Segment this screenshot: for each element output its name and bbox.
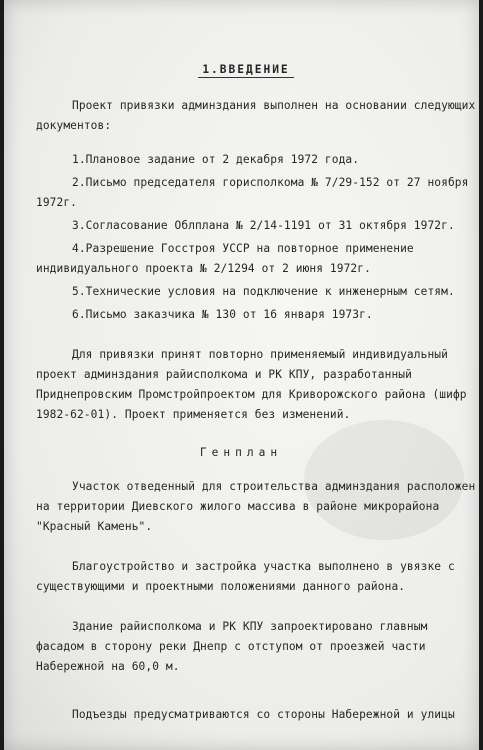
document-sheet [4, 0, 479, 750]
heading-text: 1.ВВЕДЕНИЕ [198, 63, 293, 78]
list-item: 3.Согласование Облплана № 2/14-1191 от 31 октября 1972г. [72, 219, 455, 232]
genplan-paragraph: Здание райисполкома и РК КПУ запроектировано главным фасадом в сторону реки Днепр с отступом от проезжей части Набережной на 60,0 м. [36, 620, 428, 673]
list-item: 2.Письмо председателя горисполкома № 7/29-152 от 27 ноября 1972г. [36, 176, 469, 209]
genplan-paragraph: Благоустройство и застройка участка выполнено в увязке с существующими и проектными положениями данного района. [36, 560, 455, 593]
list-item: 1.Плановое задание от 2 декабря 1972 года. [72, 153, 360, 166]
document-page [36, 60, 476, 725]
document-heading [36, 60, 476, 80]
list-item: 4.Разрешение Госстроя УССР на повторное применение индивидуального проекта № 2/1294 от 2 июня 1972г. [36, 242, 414, 275]
genplan-paragraph: Участок отведенный для строительства админздания расположен на территории Диевского жилого массива в районе микрорайона "Красный Камень". [36, 480, 476, 533]
document-list [36, 150, 476, 325]
genplan-paragraph: Подъезды предусматриваются со стороны Набережной и улицы [72, 708, 455, 721]
project-paragraph: Для привязки принят повторно применяемый индивидуальный проект админздания райисполкома и РК КПУ, разработанный Приднепровским Промстройпроектом для Криворожского района (шифр 1982-62-01). Проект применяется без изменений. [36, 348, 467, 421]
section-title-genplan: Генплан [199, 446, 283, 459]
list-item: 5.Технические условия на подключение к инженерным сетям. [72, 285, 455, 298]
intro-paragraph: Проект привязки админздания выполнен на основании следующих документов: [36, 99, 476, 132]
list-item: 6.Письмо заказчика № 130 от 16 января 1973г. [72, 308, 373, 321]
